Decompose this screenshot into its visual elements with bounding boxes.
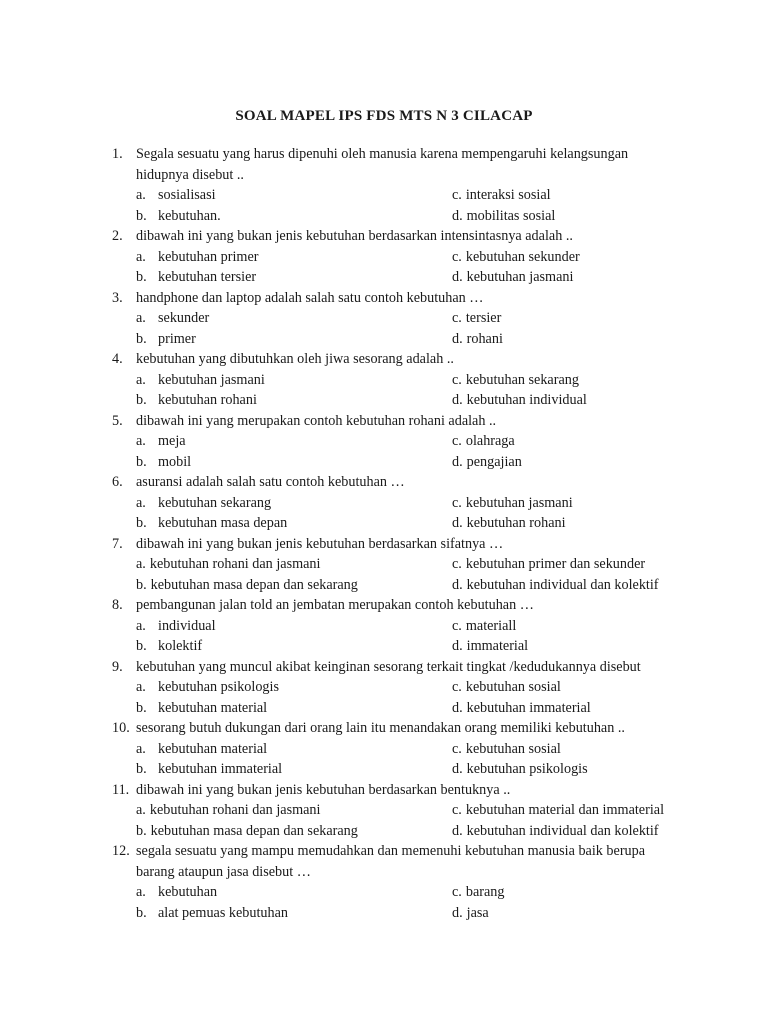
option-b <box>136 267 256 288</box>
option-text: alat pemuas kebutuhan <box>158 904 289 921</box>
option-a <box>136 800 320 821</box>
option-letter: b. <box>136 761 147 777</box>
option-d <box>452 267 573 288</box>
option-letter: a. <box>136 371 146 388</box>
option-a <box>136 493 271 514</box>
option-text: pengajian <box>466 453 522 470</box>
option-text: kebutuhan individual <box>466 392 587 408</box>
option-letter: b. <box>136 904 147 921</box>
option-text: kebutuhan. <box>158 207 221 224</box>
option-letter: a. <box>136 433 146 449</box>
option-text: jasa <box>466 904 489 921</box>
option-letter: c. <box>452 248 462 265</box>
option-text: kebutuhan material dan immaterial <box>465 802 665 818</box>
question-number: 2. <box>112 228 123 244</box>
option-letter: c. <box>452 371 462 388</box>
question-text: hidupnya disebut .. <box>136 166 244 183</box>
option-letter: c. <box>452 310 462 326</box>
option-text: kebutuhan sekarang <box>158 494 272 511</box>
option-text: rohani <box>466 330 503 347</box>
option-letter: b. <box>136 638 147 654</box>
option-text: kebutuhan masa depan <box>158 515 288 531</box>
question-3 <box>112 288 682 309</box>
option-c <box>452 370 579 391</box>
option-text: kebutuhan <box>158 884 218 900</box>
option-letter: c. <box>452 802 462 818</box>
option-letter: d. <box>452 269 463 285</box>
question-6 <box>112 472 682 493</box>
question-number: 4. <box>112 351 123 367</box>
option-letter: c. <box>452 187 462 203</box>
option-c <box>452 800 664 821</box>
option-text: kebutuhan psikologis <box>466 761 588 777</box>
option-letter: d. <box>452 822 463 839</box>
option-text: kebutuhan sekunder <box>465 248 580 265</box>
option-d <box>452 206 555 227</box>
option-d <box>452 759 588 780</box>
option-b <box>136 698 267 719</box>
option-text: kebutuhan primer dan sekunder <box>465 556 646 572</box>
question-text: dibawah ini yang bukan jenis kebutuhan berdasarkan sifatnya … <box>136 535 504 552</box>
option-a <box>136 616 216 637</box>
option-d <box>452 513 566 534</box>
option-d <box>452 329 503 350</box>
question-11 <box>112 780 682 801</box>
question-list <box>112 144 682 923</box>
option-letter: a. <box>136 556 146 572</box>
option-d <box>452 821 659 842</box>
option-a <box>136 431 186 452</box>
question-number: 9. <box>112 658 123 675</box>
option-letter: b. <box>136 392 147 408</box>
question-7 <box>112 534 682 555</box>
option-c <box>452 493 573 514</box>
question-5 <box>112 411 682 432</box>
option-b <box>136 513 287 534</box>
option-letter: b. <box>136 576 147 593</box>
option-letter: a. <box>136 187 146 203</box>
option-letter: d. <box>452 699 463 716</box>
option-text: kebutuhan material <box>158 740 268 757</box>
option-letter: d. <box>452 576 463 593</box>
option-text: kebutuhan masa depan dan sekarang <box>150 822 358 839</box>
option-text: materiall <box>465 617 517 634</box>
option-a <box>136 247 258 268</box>
option-letter: d. <box>452 392 463 408</box>
option-text: immaterial <box>466 638 529 654</box>
question-number: 8. <box>112 597 123 613</box>
option-text: kebutuhan individual dan kolektif <box>466 822 659 839</box>
option-letter: c. <box>452 884 462 900</box>
question-number: 3. <box>112 289 123 306</box>
option-text: kebutuhan individual dan kolektif <box>466 576 659 593</box>
option-text: meja <box>158 433 186 449</box>
option-letter: a. <box>136 494 146 511</box>
option-text: interaksi sosial <box>465 187 551 203</box>
option-a <box>136 308 209 329</box>
question-text: dibawah ini yang bukan jenis kebutuhan berdasarkan bentuknya .. <box>136 781 511 798</box>
option-b <box>136 575 358 596</box>
option-letter: d. <box>452 207 463 224</box>
option-text: kebutuhan masa depan dan sekarang <box>150 576 358 593</box>
question-number: 12. <box>112 843 130 859</box>
option-text: kebutuhan sosial <box>465 740 561 757</box>
option-text: kebutuhan jasmani <box>158 371 265 388</box>
option-a <box>136 677 279 698</box>
option-text: mobil <box>158 453 192 470</box>
option-letter: c. <box>452 494 462 511</box>
option-text: sosialisasi <box>158 187 216 203</box>
option-letter: a. <box>136 679 146 695</box>
option-letter: b. <box>136 207 147 224</box>
option-c <box>452 616 516 637</box>
question-text: handphone dan laptop adalah salah satu contoh kebutuhan … <box>136 289 484 306</box>
option-c <box>452 677 561 698</box>
option-d <box>452 390 587 411</box>
option-letter: d. <box>452 515 463 531</box>
question-1 <box>112 144 682 165</box>
option-letter: d. <box>452 638 463 654</box>
option-text: kebutuhan rohani dan jasmani <box>149 556 321 572</box>
option-b <box>136 903 288 924</box>
option-text: kebutuhan sosial <box>465 679 561 695</box>
option-b <box>136 636 202 657</box>
option-c <box>452 247 580 268</box>
option-text: kebutuhan material <box>158 699 268 716</box>
option-text: kebutuhan jasmani <box>466 269 574 285</box>
option-letter: b. <box>136 269 147 285</box>
option-text: sekunder <box>158 310 210 326</box>
option-text: kebutuhan rohani dan jasmani <box>149 802 321 818</box>
option-letter: b. <box>136 699 147 716</box>
option-letter: d. <box>452 761 463 777</box>
option-letter: b. <box>136 515 147 531</box>
option-b <box>136 452 191 473</box>
option-b <box>136 206 221 227</box>
option-d <box>452 903 489 924</box>
question-number: 6. <box>112 474 123 490</box>
question-text: dibawah ini yang merupakan contoh kebutuhan rohani adalah .. <box>136 412 497 429</box>
option-text: kebutuhan primer <box>158 248 259 265</box>
option-a <box>136 370 265 391</box>
option-letter: d. <box>452 904 463 921</box>
option-letter: c. <box>452 617 462 634</box>
question-number: 1. <box>112 146 123 162</box>
question-number: 7. <box>112 535 123 552</box>
option-letter: a. <box>136 248 146 265</box>
question-text: pembangunan jalan told an jembatan merupakan contoh kebutuhan … <box>136 597 534 613</box>
option-b <box>136 821 358 842</box>
question-text: kebutuhan yang muncul akibat keinginan sesorang terkait tingkat /kedudukannya disebut <box>136 658 641 675</box>
option-letter: a. <box>136 740 146 757</box>
option-letter: d. <box>452 330 463 347</box>
option-text: tersier <box>465 310 502 326</box>
option-letter: c. <box>452 433 462 449</box>
question-10 <box>112 718 682 739</box>
option-letter: c. <box>452 679 462 695</box>
option-letter: c. <box>452 740 462 757</box>
option-text: barang <box>465 884 505 900</box>
option-text: kebutuhan immaterial <box>466 699 591 716</box>
option-letter: a. <box>136 802 146 818</box>
question-text: segala sesuatu yang mampu memudahkan dan memenuhi kebutuhan manusia baik berupa <box>136 843 646 859</box>
option-a <box>136 882 217 903</box>
option-text: kebutuhan jasmani <box>465 494 573 511</box>
option-c <box>452 554 645 575</box>
option-letter: a. <box>136 310 146 326</box>
question-text: kebutuhan yang dibutuhkan oleh jiwa sesorang adalah .. <box>136 351 454 367</box>
option-d <box>452 452 522 473</box>
option-c <box>452 739 561 760</box>
question-4 <box>112 349 682 370</box>
option-d <box>452 636 528 657</box>
option-a <box>136 554 320 575</box>
option-text: kebutuhan rohani <box>158 392 257 408</box>
option-letter: b. <box>136 453 147 470</box>
option-b <box>136 390 257 411</box>
option-c <box>452 185 551 206</box>
option-text: kebutuhan tersier <box>158 269 257 285</box>
option-letter: b. <box>136 330 147 347</box>
question-number: 5. <box>112 412 123 429</box>
question-2 <box>112 226 682 247</box>
option-letter: d. <box>452 453 463 470</box>
option-letter: c. <box>452 556 462 572</box>
question-text: asuransi adalah salah satu contoh kebutuhan … <box>136 474 405 490</box>
option-text: kolektif <box>158 638 203 654</box>
option-b <box>136 329 196 350</box>
option-text: kebutuhan immaterial <box>158 761 283 777</box>
question-8 <box>112 595 682 616</box>
option-a <box>136 185 216 206</box>
option-letter: a. <box>136 884 146 900</box>
option-d <box>452 575 659 596</box>
question-text: dibawah ini yang bukan jenis kebutuhan berdasarkan intensintasnya adalah .. <box>136 228 573 244</box>
question-text: Segala sesuatu yang harus dipenuhi oleh manusia karena mempengaruhi kelangsungan <box>136 146 629 162</box>
question-number: 10. <box>112 720 130 736</box>
option-text: kebutuhan rohani <box>466 515 566 531</box>
option-text: kebutuhan psikologis <box>158 679 279 695</box>
question-text: sesorang butuh dukungan dari orang lain itu menandakan orang memiliki kebutuhan .. <box>136 720 625 736</box>
option-letter: b. <box>136 822 147 839</box>
option-c <box>452 308 501 329</box>
option-c <box>452 882 504 903</box>
option-text: individual <box>158 617 216 634</box>
option-a <box>136 739 267 760</box>
option-text: olahraga <box>465 433 515 449</box>
option-text: primer <box>158 330 196 347</box>
option-letter: a. <box>136 617 146 634</box>
option-text: kebutuhan sekarang <box>465 371 579 388</box>
option-b <box>136 759 282 780</box>
page-title: SOAL MAPEL IPS FDS MTS N 3 CILACAP <box>235 108 533 124</box>
option-text: mobilitas sosial <box>466 207 556 224</box>
question-12 <box>112 841 682 862</box>
option-c <box>452 431 515 452</box>
question-text: barang ataupun jasa disebut … <box>136 863 311 880</box>
question-number: 11. <box>112 781 130 798</box>
option-d <box>452 698 591 719</box>
question-9 <box>112 657 682 678</box>
